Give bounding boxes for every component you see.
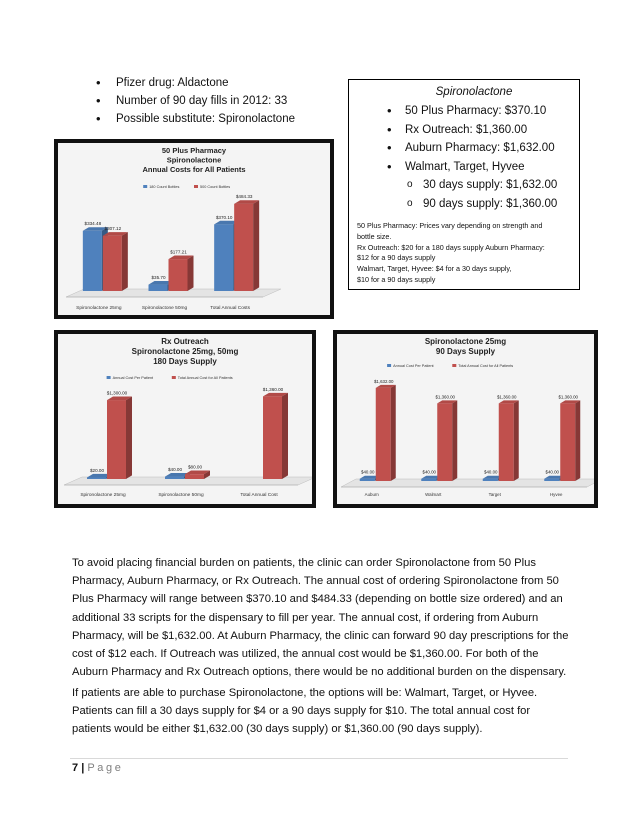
chart-title-line: 90 Days Supply — [435, 347, 496, 356]
chart-bar — [214, 224, 233, 291]
chart-bar — [560, 403, 575, 481]
chart-title-line: Spironolactone — [166, 155, 222, 165]
chart-data-label: $40.00 — [361, 469, 375, 475]
chart-rx-outreach — [58, 334, 312, 504]
chart-bar — [169, 259, 188, 291]
chart-title-line: 50 Plus Pharmacy — [161, 146, 227, 155]
page-footer — [72, 762, 123, 774]
bullet-item: • Pfizer drug: Aldactone — [92, 74, 295, 92]
chart-data-label: $40.00 — [484, 469, 498, 475]
chart-bar — [360, 479, 375, 481]
legend-swatch — [143, 185, 147, 188]
chart-bar — [376, 388, 391, 481]
chart-50-plus-pharmacy — [58, 143, 330, 315]
chart-bar — [263, 396, 282, 479]
chart-bar — [103, 236, 122, 291]
chart-bar-side — [514, 400, 519, 481]
chart-bar-side — [575, 400, 580, 481]
page-number: 7 — [72, 762, 79, 774]
legend-swatch — [107, 376, 111, 379]
chart-data-label: $334.48 — [84, 221, 102, 227]
supply-item: o 90 days supply: $1,360.00 — [357, 195, 571, 214]
chart-category-label: Hyvee — [550, 492, 563, 497]
chart-bar — [421, 479, 436, 481]
chart-bar — [234, 204, 253, 291]
chart-bar-side — [126, 396, 132, 479]
chart-90-days-supply — [337, 334, 594, 504]
chart-bar — [83, 231, 102, 291]
chart-category-label: Target — [488, 492, 501, 497]
chart-title-line: 180 Days Supply — [153, 357, 217, 366]
footer-divider — [70, 758, 568, 759]
footer-separator: | — [81, 762, 85, 774]
chart-bar — [165, 477, 184, 479]
chart-title-line: Spironolactone 25mg, 50mg — [131, 347, 239, 356]
chart-90-days-frame — [333, 330, 598, 508]
chart-title-line: Spironolactone 25mg — [424, 337, 507, 346]
page-word: Page — [87, 762, 124, 774]
chart-bar-side — [391, 385, 396, 481]
legend-swatch — [194, 185, 198, 188]
chart-50-plus-frame — [54, 139, 334, 319]
summary-box-title: Spironolactone — [435, 86, 513, 98]
chart-data-label: $40.00 — [422, 469, 436, 475]
pricing-notes — [357, 221, 571, 286]
price-item: • Walmart, Target, Hyvee — [357, 158, 571, 177]
bullet-item: • Possible substitute: Spironolactone — [92, 110, 295, 128]
chart-category-label: Total Annual Cost — [240, 493, 278, 498]
chart-category-label: Spironolactone 50mg — [158, 493, 204, 498]
legend-swatch — [172, 376, 176, 379]
legend-label: Total Annual Cost for All Patients — [177, 376, 233, 380]
legend-label: Total Annual Cost for All Patients — [458, 364, 514, 368]
chart-bar — [483, 479, 498, 481]
paragraph-patient-options: If patients are able to purchase Spironolactone, the options will be: Walmart, Target, or Hyvee. Patients can fill a 30 days supply for $4 or a 90 days supply for $10. The total annual cost for patients would be either $1,632.00 (30 days supply) or $1,360.00 (90 days supply). — [72, 687, 538, 736]
note-line: 50 Plus Pharmacy: Prices vary depending on strength and — [357, 221, 543, 230]
chart-bar — [185, 474, 204, 479]
chart-data-label: $35.70 — [151, 274, 166, 280]
legend-label: Annual Cost Per Patient — [393, 364, 434, 368]
note-line: Walmart, Target, Hyvee: $4 for a 30 days supply, — [357, 264, 512, 274]
chart-bar — [544, 479, 559, 481]
chart-data-label: $1,300.00 — [106, 390, 128, 396]
chart-data-label: $40.00 — [167, 466, 183, 472]
price-item: • 50 Plus Pharmacy: $370.10 — [357, 102, 571, 121]
legend-swatch — [387, 364, 391, 367]
legend-label: 500 Count Bottles — [200, 185, 231, 189]
pharmacy-price-list — [357, 102, 571, 176]
chart-data-label: $1,632.00 — [373, 378, 394, 384]
chart-category-label: Spironolactone 25mg — [76, 306, 122, 311]
legend-label: 180 Count Bottles — [149, 185, 180, 189]
chart-bar — [87, 478, 106, 480]
supply-sub-list — [357, 176, 571, 213]
chart-category-label: Spironolactone 50mg — [141, 306, 188, 311]
chart-bar-side — [253, 200, 259, 291]
note-line: bottle size. — [357, 231, 392, 241]
chart-category-label: Spironolactone 25mg — [80, 493, 126, 498]
chart-data-label: $20.00 — [89, 467, 105, 473]
chart-bar — [149, 285, 168, 291]
legend-swatch — [452, 364, 456, 367]
paragraph-ordering-options: To avoid placing financial burden on patients, the clinic can order Spironolactone from 50 Plus Pharmacy, Auburn Pharmacy, or Rx Outreach. The annual cost of ordering Spironolactone from 50 Plus Pharmacy will range between $370.10 and $484.33 (depending on bottle size ordered) and an additional 33 scripts for the dispensary to fill per year. The annual cost, if ordering from Auburn Pharmacy, will be $1,632.00. At Auburn Pharmacy, the clinic can forward 90 day prescriptions for the cost of $12 each. If Outreach was utilized, the annual cost would be $1,360.00. For both of the Auburn Pharmacy and Rx Outreach options, there would be no additional burden on the dispensary. — [72, 557, 569, 679]
chart-data-label: $307.12 — [104, 226, 122, 232]
chart-data-label: $40.00 — [545, 469, 559, 475]
chart-data-label: $177.21 — [170, 249, 187, 255]
chart-category-label: Walmart — [425, 492, 442, 497]
note-line: $10 for a 90 days supply — [357, 274, 436, 284]
chart-data-label: $1,360.00 — [496, 394, 517, 400]
legend-label: Annual Cost Per Patient — [112, 376, 154, 380]
note-line: Rx Outreach: $20 for a 180 days supply Auburn Pharmacy: — [357, 242, 545, 252]
supply-item: o 30 days supply: $1,632.00 — [357, 176, 571, 195]
chart-bar-side — [282, 393, 288, 479]
chart-bar — [437, 403, 452, 481]
chart-rx-outreach-frame — [54, 330, 316, 508]
chart-category-label: Total Annual Costs — [210, 306, 251, 311]
chart-bar-side — [452, 400, 457, 481]
chart-data-label: $484.33 — [235, 194, 253, 200]
chart-data-label: $1,360.00 — [558, 394, 579, 400]
chart-data-label: $80.00 — [187, 464, 203, 470]
chart-bar — [499, 403, 514, 481]
chart-title-line: Rx Outreach — [161, 337, 209, 346]
chart-bar-side — [188, 256, 194, 291]
bullet-item: • Number of 90 day fills in 2012: 33 — [92, 92, 295, 110]
price-item: • Rx Outreach: $1,360.00 — [357, 121, 571, 140]
note-line: $12 for a 90 days supply — [357, 253, 436, 263]
chart-bar-side — [122, 232, 128, 291]
spironolactone-summary-box — [348, 79, 580, 290]
chart-title-line: Annual Costs for All Patients — [142, 165, 246, 174]
top-bullet-list — [92, 74, 295, 128]
chart-data-label: $370.10 — [215, 214, 233, 220]
chart-bar — [107, 400, 126, 479]
price-item: • Auburn Pharmacy: $1,632.00 — [357, 139, 571, 158]
chart-data-label: $1,360.00 — [262, 386, 284, 392]
chart-category-label: Auburn — [364, 492, 379, 497]
chart-data-label: $1,360.00 — [435, 394, 456, 400]
